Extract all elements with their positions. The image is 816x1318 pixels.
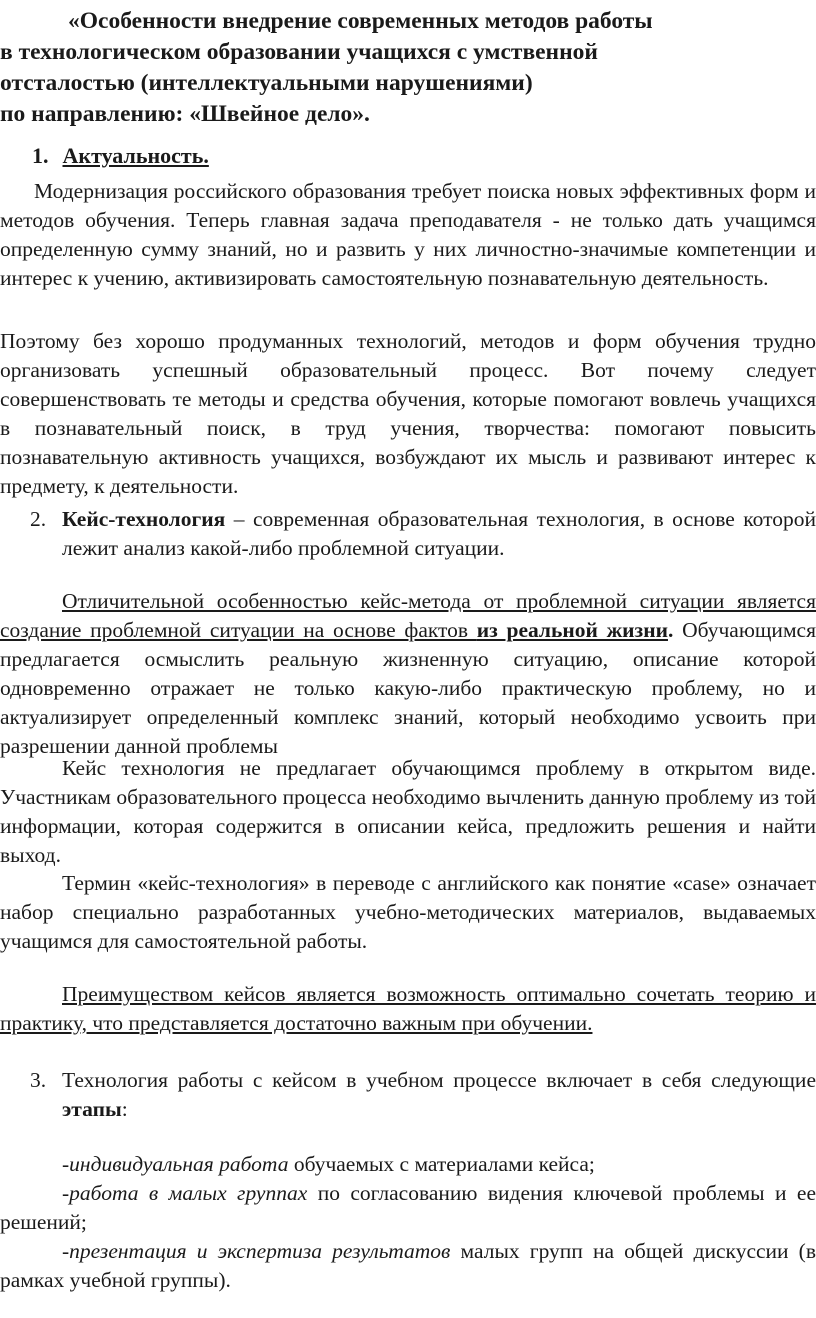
section-2-paragraph-2-text: Кейс технология не предлагает обучающимся проблему в открытом виде. Участникам образовательного процесса необходимо вычленить данную проблему из той информации, которая содержится в описании кейса, предложить решения и найти выход. [0, 756, 816, 867]
section-1-paragraph-2-text: Поэтому без хорошо продуманных технологий, методов и форм обучения трудно организовать успешный образовательный процесс. Вот почему следует совершенствовать те методы и средства обучения, которые помогают вовлечь учащихся в познавательный поиск, в труд учения, творчества: помогают повысить познавательную активность учащихся, возбуждают их мысль и развивают интерес к предмету, к деятельности. [0, 329, 816, 498]
section-3-item [30, 1066, 816, 1124]
stage-description: по согласованию видения ключевой проблемы и ее решений; [0, 1181, 816, 1234]
section-3-intro-text: Технология работы с кейсом в учебном процессе включает в себя следующие [62, 1068, 816, 1092]
section-3-number: 3. [30, 1068, 47, 1092]
stage-name: презентация и экспертиза результатов [69, 1239, 451, 1263]
section-2-definition-text: – современная образовательная технология, в основе которой лежит анализ какой-либо проблемной ситуации. [62, 507, 816, 560]
section-2-number: 2. [30, 507, 47, 531]
section-1-paragraph-1-text: Модернизация российского образования требует поиска новых эффективных форм и методов обучения. Теперь главная задача преподавателя - не только дать учащимся определенную сумму знаний, но и развить у них личностно-значимые компетенции и интерес к учению, активизировать самостоятельную познавательную деятельность. [0, 179, 816, 290]
title-line-2: в технологическом образовании учащихся с умственной [0, 39, 598, 65]
section-1-number: 1. [32, 143, 49, 168]
stage-dash: - [62, 1152, 70, 1176]
section-2-item [30, 505, 816, 563]
stage-name: индивидуальная работа [69, 1152, 289, 1176]
title-line-1: «Особенности внедрение современных методов работы [68, 8, 653, 34]
stage-name: работа в малых группах [69, 1181, 308, 1205]
section-2-paragraph-1-underlined: Отличительной особенностью кейс-метода от проблемной ситуации является создание проблемной ситуации на основе фактов [0, 589, 816, 642]
section-1-heading [32, 143, 209, 169]
stage-item [0, 1237, 816, 1295]
stage-item [0, 1150, 816, 1179]
section-1-paragraph-2 [0, 327, 816, 501]
stage-description: малых групп на общей дискуссии (в рамках учебной группы). [0, 1239, 816, 1292]
section-2-paragraph-3 [0, 869, 816, 956]
stage-item [0, 1179, 816, 1237]
section-2-paragraph-4-text: Преимуществом кейсов является возможность оптимально сочетать теорию и практику, что представляется достаточно важным при обучении. [0, 982, 816, 1035]
section-1-label: Актуальность. [62, 143, 209, 168]
section-3-intro [62, 1066, 816, 1124]
document-title [0, 6, 816, 130]
section-3-intro-colon: : [121, 1097, 128, 1121]
section-2-paragraph-2 [0, 754, 816, 870]
section-2-paragraph-1-rest: Обучающимся предлагается осмыслить реальную жизненную ситуацию, описание которой одновременно отражает не только какую-либо практическую проблему, но и актуализирует определенный комплекс знаний, который необходимо усвоить при разрешении данной проблемы [0, 618, 816, 758]
section-1-paragraph-1 [0, 177, 816, 293]
stage-description: обучаемых с материалами кейса; [288, 1152, 595, 1176]
section-2-paragraph-1-period: . [667, 618, 674, 642]
section-2-paragraph-4 [0, 980, 816, 1038]
title-line-4: по направлению: «Швейное дело». [0, 101, 370, 127]
section-2-paragraph-3-text: Термин «кейс-технология» в переводе с английского как понятие «case» означает набор специально разработанных учебно-методических материалов, выдаваемых учащимся для самостоятельной работы. [0, 871, 816, 953]
section-2-paragraph-1 [0, 587, 816, 761]
stage-dash: - [62, 1181, 70, 1205]
stage-dash: - [62, 1239, 70, 1263]
section-2-term: Кейс-технология [62, 507, 226, 531]
title-line-3: отсталостью (интеллектуальными нарушениями) [0, 70, 533, 96]
section-3-stages-word: этапы [62, 1097, 122, 1121]
section-2-definition [62, 505, 816, 563]
section-2-real-life-emphasis: из реальной жизни [476, 618, 668, 642]
